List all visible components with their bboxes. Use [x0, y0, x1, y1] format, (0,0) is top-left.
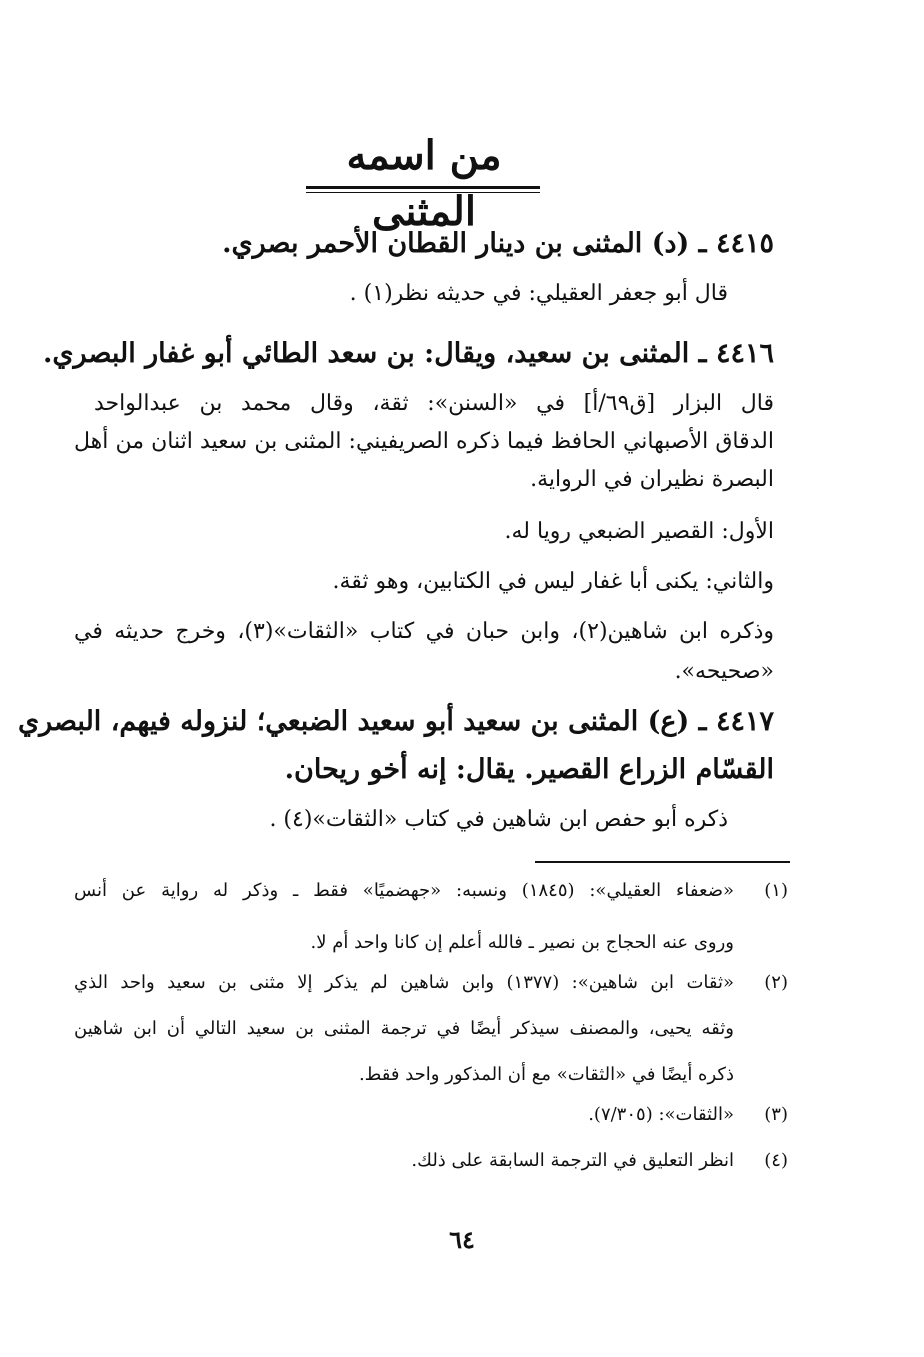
page-number: ٦٤	[449, 1225, 475, 1254]
title-underline-thin	[306, 192, 540, 193]
footnote-line: وثقه يحيى، والمصنف سيذكر أيضًا في ترجمة المثنى بن سعيد التالي أن ابن شاهين	[74, 1018, 734, 1039]
title-underline	[306, 186, 540, 189]
footnote-separator	[535, 861, 790, 863]
entry-4415-heading: ٤٤١٥ ـ (د) المثنى بن دينار القطان الأحمر بصري.	[222, 228, 774, 259]
footnote-line: انظر التعليق في الترجمة السابقة على ذلك.	[411, 1150, 734, 1171]
entry-4416-line: الأول: القصير الضبعي رويا له.	[504, 519, 774, 544]
entry-4417-heading: ٤٤١٧ ـ (ع) المثنى بن سعيد أبو سعيد الضبعي؛ لنزوله فيهم، البصري	[17, 706, 774, 737]
entry-4416-line: «صحيحه».	[674, 659, 774, 684]
footnote-line: «ثقات ابن شاهين»: (١٣٧٧) وابن شاهين لم يذكر إلا مثنى بن سعيد واحد الذي	[74, 972, 735, 993]
entry-4416-line: قال البزار [ق٦٩/أ] في «السنن»: ثقة، وقال محمد بن عبدالواحد	[94, 391, 774, 416]
entry-4416-line: والثاني: يكنى أبا غفار ليس في الكتابين، وهو ثقة.	[332, 569, 774, 594]
entry-4416-line: البصرة نظيران في الرواية.	[530, 467, 774, 492]
footnote-line: وروى عنه الحجاج بن نصير ـ فالله أعلم إن كانا واحد أم لا.	[310, 932, 734, 953]
entry-4417-text: ذكره أبو حفص ابن شاهين في كتاب «الثقات»(٤) .	[269, 807, 728, 832]
footnote-line: «الثقات»: (٧/٣٠٥).	[588, 1104, 734, 1125]
entry-4416-heading: ٤٤١٦ ـ المثنى بن سعيد، ويقال: بن سعد الطائي أبو غفار البصري.	[43, 338, 774, 369]
entry-4416-line: الدقاق الأصبهاني الحافظ فيما ذكره الصريفيني: المثنى بن سعيد اثنان من أهل	[74, 429, 774, 454]
footnote-line: «ضعفاء العقيلي»: (١٨٤٥) ونسبه: «جهضميًا» فقط ـ وذكر له رواية عن أنس	[74, 880, 735, 901]
footnote-line: ذكره أيضًا في «الثقات» مع أن المذكور واحد فقط.	[358, 1064, 734, 1085]
chapter-title: من اسمه المثنى	[346, 132, 502, 235]
footnote-marker: (٣)	[764, 1104, 788, 1125]
entry-4415-text: قال أبو جعفر العقيلي: في حديثه نظر(١) .	[349, 281, 728, 306]
entry-4417-heading: القسّام الزراع القصير. يقال: إنه أخو ريحان.	[284, 754, 774, 785]
footnote-marker: (١)	[764, 880, 788, 901]
entry-4416-line: وذكره ابن شاهين(٢)، وابن حبان في كتاب «الثقات»(٣)، وخرج حديثه في	[74, 619, 774, 644]
footnote-marker: (٢)	[764, 972, 788, 993]
footnote-marker: (٤)	[764, 1150, 788, 1171]
